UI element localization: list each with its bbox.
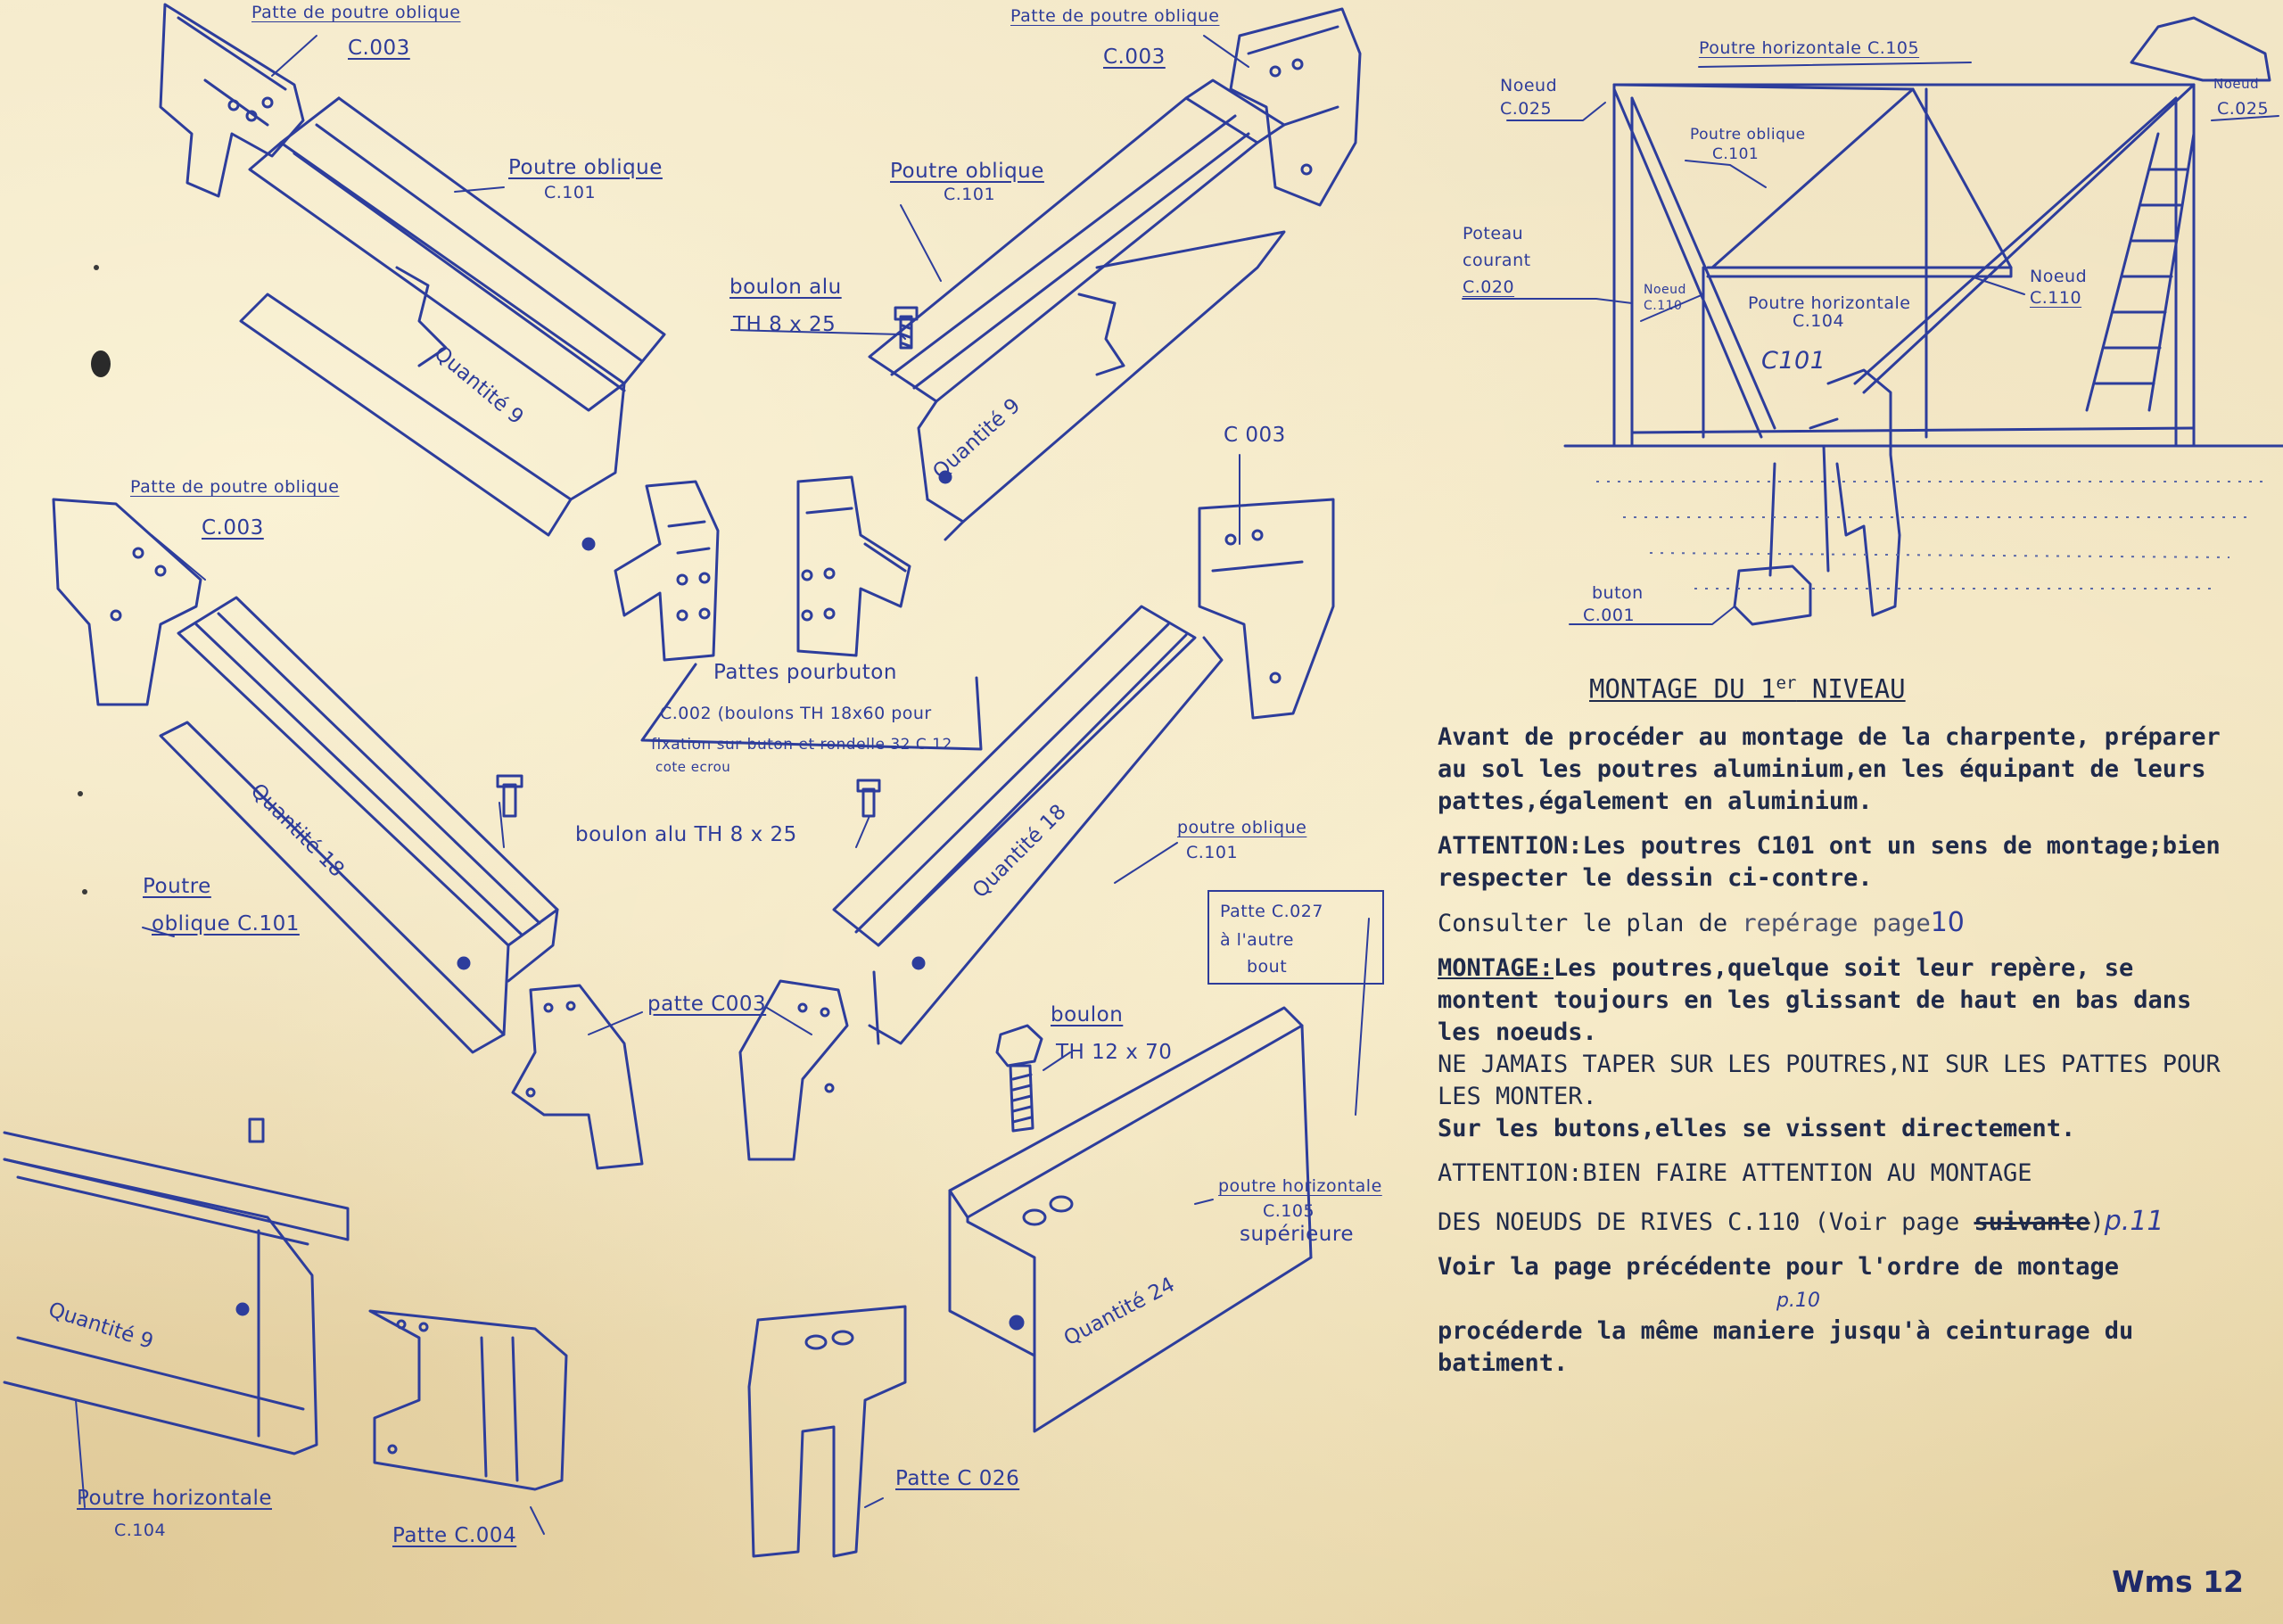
sketch-noeud-tl-ref: C.025 <box>1500 99 1553 119</box>
label-patte-oblique-tr-ref: C.003 <box>1103 45 1166 69</box>
note-paragraph-7b: DES NOEUDS DE RIVES C.110 (Voir page suivante)p.11 <box>1438 1205 2164 1237</box>
label-patte-oblique-ml-ref: C.003 <box>202 516 264 540</box>
beam-oblique-middle-left <box>54 499 557 1052</box>
label-poutre-oblique-tm-ref: C.101 <box>944 185 996 204</box>
note-paragraph-2: ATTENTION:Les poutres C101 ont un sens de montage;bien respecter le dessin ci-contre. <box>1438 831 2221 892</box>
note-paragraph-5: NE JAMAIS TAPER SUR LES POUTRES,NI SUR LES PATTES POUR LES MONTER. <box>1438 1050 2221 1110</box>
label-c003-right: C 003 <box>1224 424 1286 447</box>
label-boulon-alu-top-ref: TH 8 x 25 <box>733 313 837 336</box>
assembly-notes <box>1438 667 2249 1392</box>
sketch-noeud-tr: Noeud <box>2213 76 2260 92</box>
label-poutre-horiz-c105-sup: supérieure <box>1240 1223 1354 1246</box>
sketch-poteau: Poteau <box>1463 224 1524 243</box>
note-paragraph-3: Consulter le plan de repérage page10 <box>1438 906 1965 938</box>
label-boulon-th12-ref: TH 12 x 70 <box>1056 1041 1173 1064</box>
quantity-bottom-left: Quantité 9 <box>45 1298 156 1355</box>
label-patte-c003-bottom: patte C003 <box>647 993 767 1016</box>
quantity-bottom-right: Quantité 24 <box>1059 1273 1179 1351</box>
sketch-poutre-oblique-ref: C.101 <box>1712 145 1760 163</box>
stain-marks <box>78 265 111 894</box>
frame-sketch <box>1565 18 2283 624</box>
notes-heading: MONTAGE DU 1er NIVEAU <box>1589 673 1906 705</box>
label-boulon-alu-top: boulon alu <box>729 276 842 299</box>
sketch-noeud-ml: Noeud <box>1644 283 1686 297</box>
leader-lines <box>76 36 1369 1534</box>
label-pattes-pourbuton-ref2: fixation sur buton et rondelle 32 C 12 <box>651 736 952 754</box>
label-boulon-th12: boulon <box>1051 1003 1124 1026</box>
bolt-th12x70 <box>997 1026 1042 1131</box>
label-patte-c004: Patte C.004 <box>392 1524 517 1547</box>
label-poutre-horiz-c105: poutre horizontale <box>1218 1176 1382 1196</box>
bolt-top <box>895 308 917 348</box>
beam-oblique-top-left <box>161 4 664 549</box>
sketch-noeud-mr-ref: C.110 <box>2030 288 2082 308</box>
sketch-c101-mark: C101 <box>1761 347 1826 375</box>
note-paragraph-7a: ATTENTION:BIEN FAIRE ATTENTION AU MONTAGE <box>1438 1158 2032 1187</box>
quantity-top-left: Quantité 9 <box>429 342 528 430</box>
label-patte-oblique-tl: Patte de poutre oblique <box>251 3 461 22</box>
note-paragraph-4: MONTAGE:Les poutres,quelque soit leur repère, se montent toujours en les glissant de haut en bas dans les noeuds. <box>1438 953 2192 1046</box>
sketch-poteau-ref: C.020 <box>1463 277 1515 297</box>
sketch-poutre-horiz-mid-ref: C.104 <box>1793 311 1845 331</box>
patte-c027-note-box <box>1207 890 1384 985</box>
note-paragraph-9: procéderde la même maniere jusqu'à ceinturage du batiment. <box>1438 1316 2134 1377</box>
label-patte-c027-3: bout <box>1247 957 1288 977</box>
note-paragraph-6: Sur les butons,elles se vissent directement. <box>1438 1114 2076 1142</box>
sketch-poutre-horiz-mid: Poutre horizontale <box>1748 293 1911 313</box>
label-poutre-oblique-tl: Poutre oblique <box>508 156 663 179</box>
bolt-middle-right <box>858 780 879 816</box>
label-poutre-oblique-rm: poutre oblique <box>1177 818 1307 837</box>
label-patte-oblique-tl-ref: C.003 <box>348 37 410 60</box>
page-number: Wms 12 <box>2112 1564 2244 1599</box>
note-paragraph-8-hand: p.10 <box>1776 1289 1820 1312</box>
label-pattes-pourbuton-ref: C.002 (boulons TH 18x60 pour <box>660 704 932 723</box>
label-poutre-oblique-lm: Poutre <box>143 875 211 898</box>
label-poutre-oblique-rm-ref: C.101 <box>1186 843 1239 862</box>
label-patte-oblique-ml: Patte de poutre oblique <box>130 477 340 497</box>
sketch-buton-ref: C.001 <box>1583 606 1636 625</box>
beam-horizontal-c104 <box>4 1119 566 1489</box>
sketch-buton: buton <box>1592 583 1644 603</box>
sketch-poutre-horiz-top: Poutre horizontale C.105 <box>1699 38 1920 58</box>
note-paragraph-8: Voir la page précédente pour l'ordre de montage <box>1438 1252 2120 1281</box>
bolt-middle-left <box>498 776 522 816</box>
sketch-noeud-mr: Noeud <box>2030 267 2088 286</box>
label-patte-c026: Patte C 026 <box>895 1467 1020 1490</box>
label-pattes-pourbuton: Pattes pourbuton <box>713 661 897 684</box>
quantity-middle-left: Quantité 18 <box>245 779 349 882</box>
label-patte-c027: Patte C.027 <box>1220 902 1323 921</box>
label-pattes-pourbuton-ref3: cote ecrou <box>655 759 731 775</box>
sketch-noeud-ml-ref: C.110 <box>1644 299 1683 313</box>
label-poutre-oblique-tl-ref: C.101 <box>544 183 597 202</box>
sketch-poutre-oblique: Poutre oblique <box>1690 126 1806 144</box>
quantity-top-middle: Quantité 9 <box>928 393 1026 484</box>
sketch-ground <box>1596 482 2265 589</box>
quantity-middle-right: Quantité 18 <box>968 800 1071 903</box>
label-poutre-oblique-lm-ref: oblique C.101 <box>152 912 300 936</box>
label-poutre-horiz-c104: Poutre horizontale <box>77 1487 272 1510</box>
label-patte-oblique-tr: Patte de poutre oblique <box>1010 6 1220 26</box>
sketch-poteau-2: courant <box>1463 251 1531 270</box>
label-boulon-alu-mid: boulon alu TH 8 x 25 <box>575 823 797 846</box>
label-poutre-horiz-c104-ref: C.104 <box>114 1521 167 1540</box>
note-paragraph-1: Avant de procéder au montage de la charpente, préparer au sol les poutres aluminium,en les équipant de leurs pattes,également en aluminium. <box>1438 722 2221 815</box>
label-poutre-horiz-c105-ref: C.105 <box>1263 1201 1315 1221</box>
label-patte-c027-2: à l'autre <box>1220 930 1294 950</box>
label-poutre-oblique-tm: Poutre oblique <box>890 160 1044 183</box>
sketch-noeud-tl: Noeud <box>1500 76 1558 95</box>
sketch-noeud-tr-ref: C.025 <box>2217 99 2270 119</box>
